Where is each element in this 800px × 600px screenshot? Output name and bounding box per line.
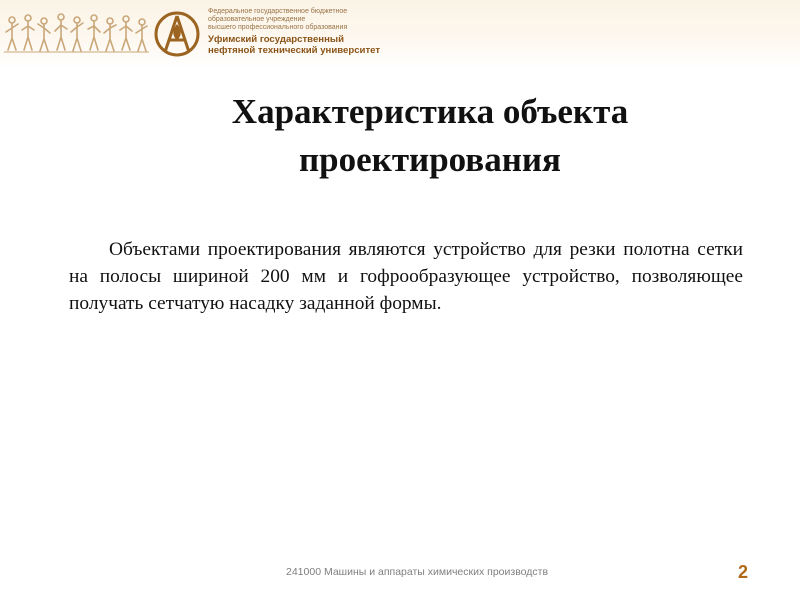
slide-title-line-1: Характеристика объекта	[231, 92, 629, 131]
workers-silhouettes-icon	[4, 10, 149, 56]
slide-title	[80, 88, 780, 184]
university-name-line: нефтяной технический университет	[208, 45, 381, 56]
university-emblem-icon	[152, 10, 202, 58]
page-number: 2	[738, 562, 749, 582]
footer-course-label: 241000 Машины и аппараты химических производств	[286, 566, 549, 578]
organization-name-block	[208, 8, 468, 56]
org-descriptor-line: образовательное учреждение	[208, 16, 306, 23]
slide-body-paragraph: Объектами проектирования являются устройство для резки полотна сетки на полосы шириной 200 мм и гофрообразующее устройство, позволяющее получать сетчатую насадку заданной формы.	[69, 239, 743, 314]
slide-title-line-2: проектирования	[299, 140, 561, 179]
university-name-line: Уфимский государственный	[208, 34, 344, 45]
org-descriptor-line: Федеральное государственное бюджетное	[208, 8, 348, 15]
org-descriptor-line: высшего профессионального образования	[208, 24, 348, 31]
